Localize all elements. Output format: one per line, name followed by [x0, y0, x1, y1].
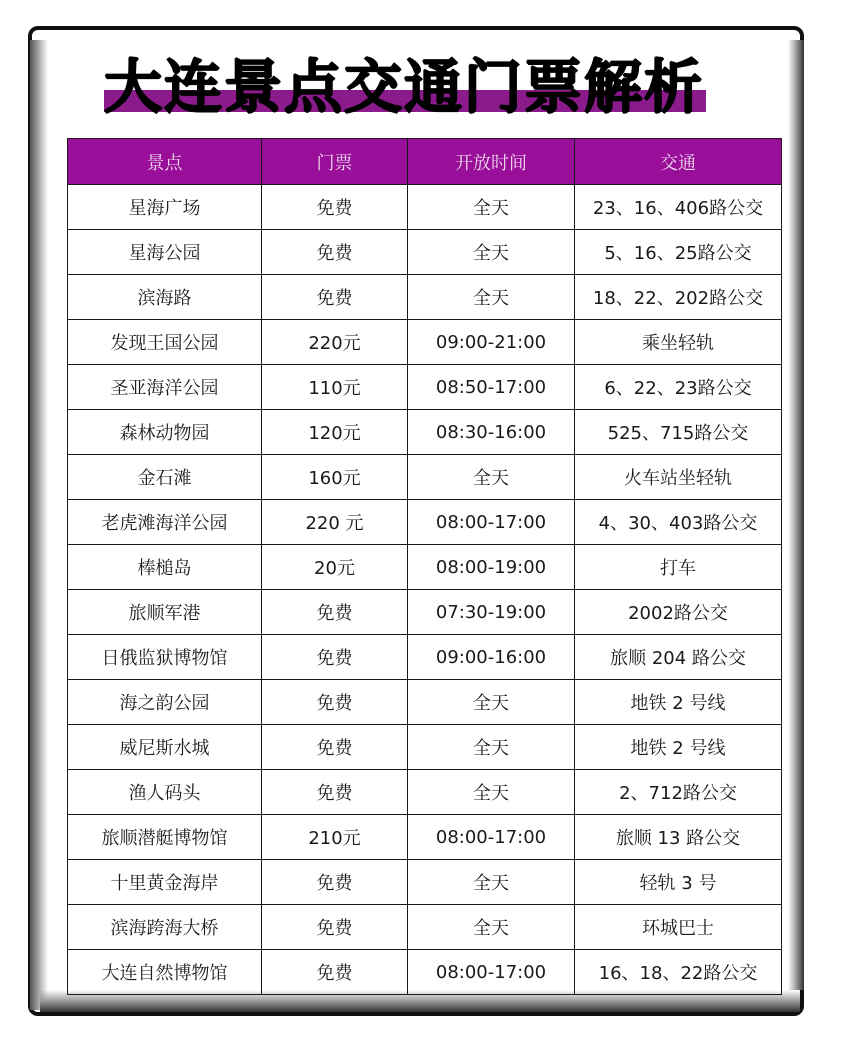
hours-cell: 全天: [408, 230, 575, 275]
ticket-cell: 免费: [262, 590, 408, 635]
table-row: [68, 185, 782, 230]
attraction-cell: 滨海跨海大桥: [68, 905, 262, 950]
table-row: [68, 410, 782, 455]
hours-cell: 08:00-19:00: [408, 545, 575, 590]
attraction-cell: 大连自然博物馆: [68, 950, 262, 995]
header-ticket: 门票: [262, 139, 408, 185]
transport-cell: 18、22、202路公交: [575, 275, 782, 320]
transport-cell: 23、16、406路公交: [575, 185, 782, 230]
transport-cell: 16、18、22路公交: [575, 950, 782, 995]
hours-cell: 全天: [408, 725, 575, 770]
header-transport: 交通: [575, 139, 782, 185]
hours-cell: 全天: [408, 860, 575, 905]
hours-cell: 08:00-17:00: [408, 500, 575, 545]
transport-cell: 地铁 2 号线: [575, 680, 782, 725]
transport-cell: 地铁 2 号线: [575, 725, 782, 770]
table-row: [68, 905, 782, 950]
attraction-cell: 星海广场: [68, 185, 262, 230]
table-body: [68, 185, 782, 995]
hours-cell: 全天: [408, 680, 575, 725]
ticket-cell: 20元: [262, 545, 408, 590]
table-row: [68, 275, 782, 320]
transport-cell: 火车站坐轻轨: [575, 455, 782, 500]
hours-cell: 09:00-16:00: [408, 635, 575, 680]
attraction-cell: 威尼斯水城: [68, 725, 262, 770]
hours-cell: 08:30-16:00: [408, 410, 575, 455]
table-row: [68, 635, 782, 680]
ticket-cell: 免费: [262, 860, 408, 905]
attraction-cell: 森林动物园: [68, 410, 262, 455]
table-row: [68, 770, 782, 815]
table-row: [68, 950, 782, 995]
frame-shadow-right: [788, 40, 804, 990]
hours-cell: 全天: [408, 770, 575, 815]
attractions-table: [67, 138, 782, 995]
transport-cell: 6、22、23路公交: [575, 365, 782, 410]
ticket-cell: 免费: [262, 230, 408, 275]
transport-cell: 2、712路公交: [575, 770, 782, 815]
attraction-cell: 金石滩: [68, 455, 262, 500]
table-row: [68, 545, 782, 590]
transport-cell: 环城巴士: [575, 905, 782, 950]
hours-cell: 全天: [408, 905, 575, 950]
hours-cell: 全天: [408, 275, 575, 320]
attraction-cell: 滨海路: [68, 275, 262, 320]
ticket-cell: 220 元: [262, 500, 408, 545]
table-row: [68, 230, 782, 275]
attraction-cell: 发现王国公园: [68, 320, 262, 365]
ticket-cell: 免费: [262, 725, 408, 770]
attraction-cell: 渔人码头: [68, 770, 262, 815]
hours-cell: 07:30-19:00: [408, 590, 575, 635]
hours-cell: 08:50-17:00: [408, 365, 575, 410]
ticket-cell: 120元: [262, 410, 408, 455]
table-row: [68, 815, 782, 860]
transport-cell: 旅顺 13 路公交: [575, 815, 782, 860]
transport-cell: 乘坐轻轨: [575, 320, 782, 365]
ticket-cell: 210元: [262, 815, 408, 860]
attraction-cell: 十里黄金海岸: [68, 860, 262, 905]
ticket-cell: 免费: [262, 770, 408, 815]
ticket-cell: 免费: [262, 680, 408, 725]
transport-cell: 4、30、403路公交: [575, 500, 782, 545]
attraction-cell: 圣亚海洋公园: [68, 365, 262, 410]
table-row: [68, 590, 782, 635]
page-title: 大连景点交通门票解析: [104, 53, 705, 121]
transport-cell: 打车: [575, 545, 782, 590]
hours-cell: 09:00-21:00: [408, 320, 575, 365]
hours-cell: 08:00-17:00: [408, 815, 575, 860]
table-row: [68, 725, 782, 770]
hours-cell: 08:00-17:00: [408, 950, 575, 995]
attraction-cell: 旅顺潜艇博物馆: [68, 815, 262, 860]
ticket-cell: 220元: [262, 320, 408, 365]
hours-cell: 全天: [408, 455, 575, 500]
ticket-cell: 160元: [262, 455, 408, 500]
table-row: [68, 500, 782, 545]
header-attraction: 景点: [68, 139, 262, 185]
attraction-cell: 老虎滩海洋公园: [68, 500, 262, 545]
table-row: [68, 365, 782, 410]
ticket-cell: 免费: [262, 635, 408, 680]
table-header-row: [68, 139, 782, 185]
attraction-cell: 星海公园: [68, 230, 262, 275]
attraction-cell: 日俄监狱博物馆: [68, 635, 262, 680]
hours-cell: 全天: [408, 185, 575, 230]
transport-cell: 旅顺 204 路公交: [575, 635, 782, 680]
transport-cell: 525、715路公交: [575, 410, 782, 455]
attraction-cell: 海之韵公园: [68, 680, 262, 725]
ticket-cell: 110元: [262, 365, 408, 410]
transport-cell: 2002路公交: [575, 590, 782, 635]
ticket-cell: 免费: [262, 275, 408, 320]
transport-cell: 5、16、25路公交: [575, 230, 782, 275]
table-row: [68, 680, 782, 725]
ticket-cell: 免费: [262, 950, 408, 995]
table-row: [68, 455, 782, 500]
table-row: [68, 320, 782, 365]
header-hours: 开放时间: [408, 139, 575, 185]
ticket-cell: 免费: [262, 905, 408, 950]
ticket-cell: 免费: [262, 185, 408, 230]
attraction-cell: 旅顺军港: [68, 590, 262, 635]
frame-shadow-left: [30, 40, 48, 1010]
transport-cell: 轻轨 3 号: [575, 860, 782, 905]
table-row: [68, 860, 782, 905]
attraction-cell: 棒槌岛: [68, 545, 262, 590]
